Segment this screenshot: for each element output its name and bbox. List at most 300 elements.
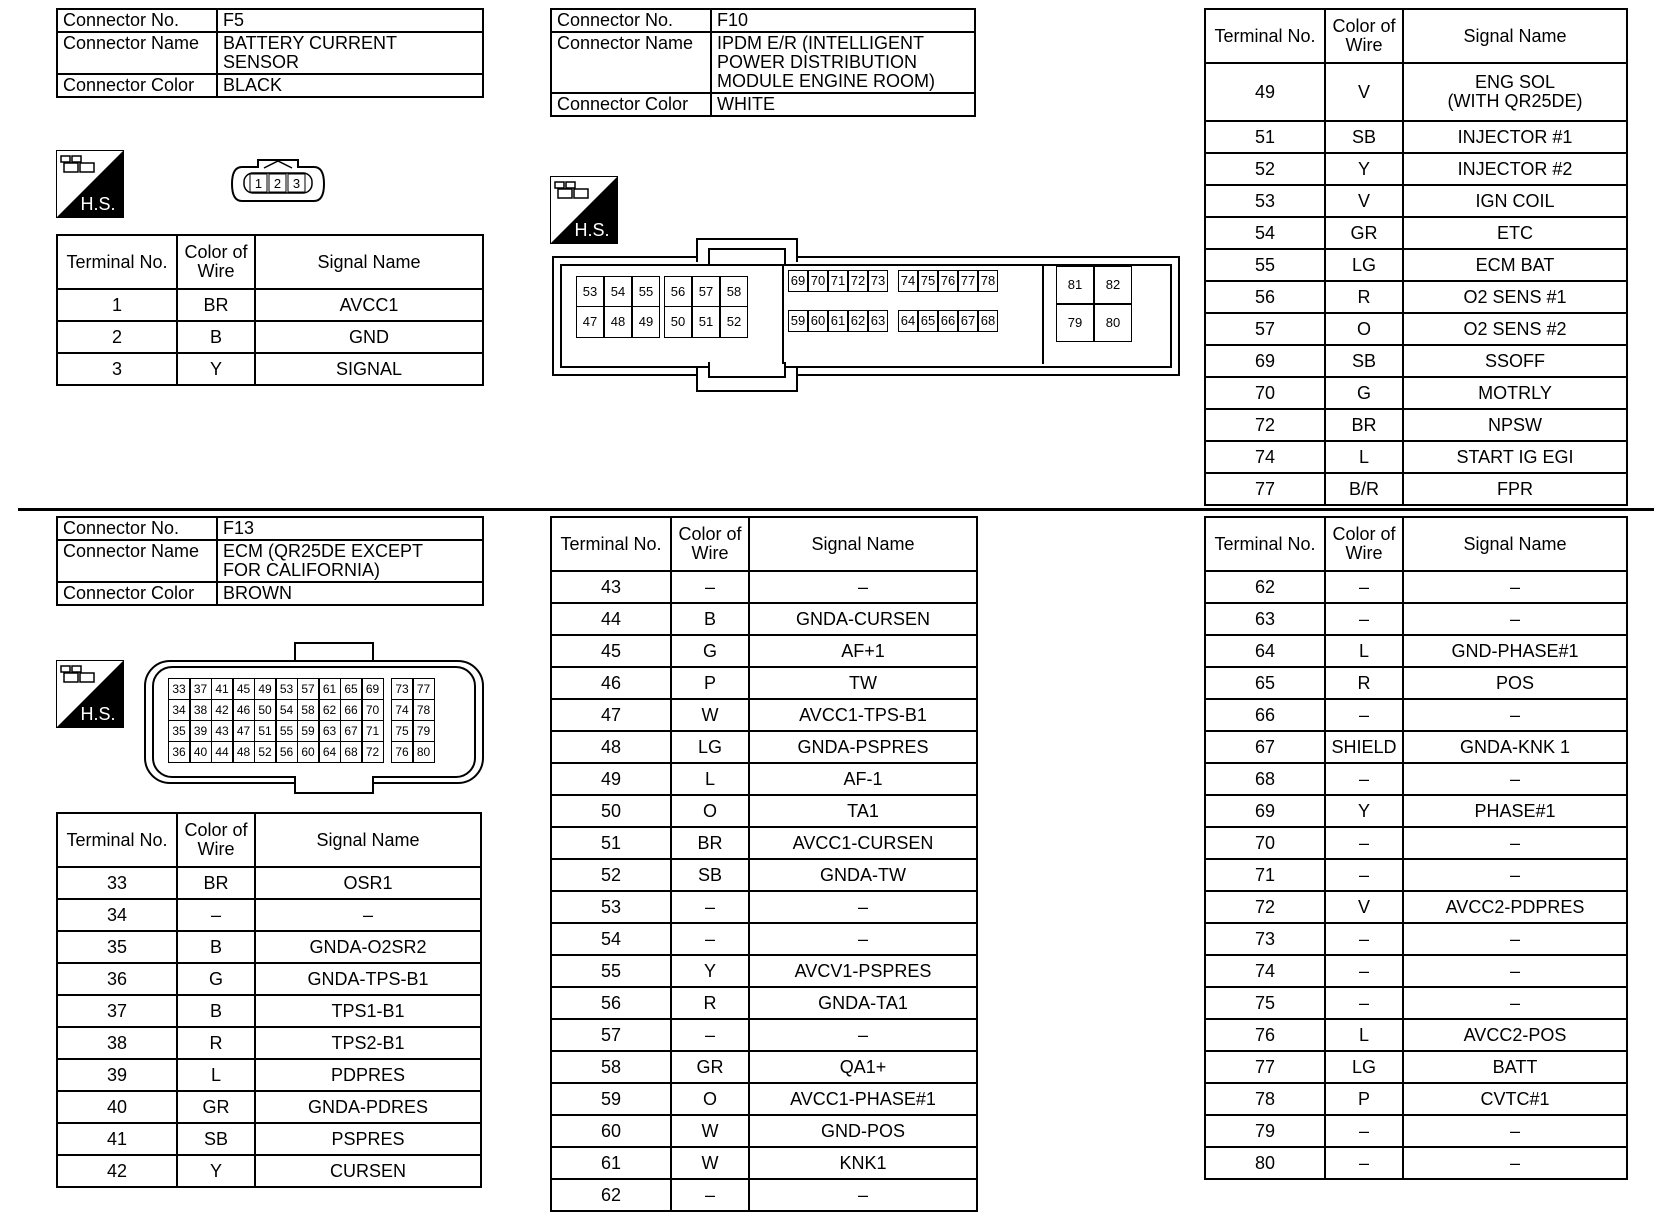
pin-cell: 60 (297, 741, 319, 763)
terminal-no: 71 (1205, 859, 1325, 891)
terminal-no: 34 (57, 899, 177, 931)
signal-name: INJECTOR #2 (1403, 153, 1627, 185)
table-row (1205, 571, 1627, 603)
info-row (57, 582, 483, 605)
wire-color: GR (1325, 217, 1403, 249)
terminal-no: 67 (1205, 731, 1325, 763)
terminal-no: 72 (1205, 891, 1325, 923)
f5-connector-face (230, 158, 326, 210)
terminal-no: 52 (1205, 153, 1325, 185)
table-row (1205, 1083, 1627, 1115)
pin-cell: 61 (319, 678, 341, 700)
terminal-no: 79 (1205, 1115, 1325, 1147)
wire-color: – (1325, 827, 1403, 859)
header-color: Color of Wire (1325, 517, 1403, 571)
pin-cell: 79 (1056, 304, 1094, 342)
terminal-no: 75 (1205, 987, 1325, 1019)
harness-side-icon (550, 176, 618, 244)
terminal-no: 57 (551, 1019, 671, 1051)
table-row (1205, 441, 1627, 473)
wire-color: V (1325, 63, 1403, 121)
info-value: F10 (711, 9, 975, 32)
signal-name: – (1403, 603, 1627, 635)
signal-name: START IG EGI (1403, 441, 1627, 473)
info-value: WHITE (711, 93, 975, 116)
pin-cell: 66 (340, 699, 362, 721)
terminal-no: 72 (1205, 409, 1325, 441)
pin-cell: 63 (319, 720, 341, 742)
table-row (1205, 1051, 1627, 1083)
signal-name: GND (255, 321, 483, 353)
terminal-no: 3 (57, 353, 177, 385)
wire-color: GR (177, 1091, 255, 1123)
wire-color: – (1325, 923, 1403, 955)
signal-name: – (1403, 571, 1627, 603)
signal-name: – (1403, 923, 1627, 955)
pin-cell: 77 (413, 678, 435, 700)
table-row (551, 763, 977, 795)
terminal-no: 37 (57, 995, 177, 1027)
terminal-no: 57 (1205, 313, 1325, 345)
signal-name: – (749, 571, 977, 603)
terminal-no: 63 (1205, 603, 1325, 635)
table-row (551, 1051, 977, 1083)
pin-cell: 33 (168, 678, 190, 700)
signal-name: AVCC1 (255, 289, 483, 321)
terminal-no: 38 (57, 1027, 177, 1059)
signal-name: IGN COIL (1403, 185, 1627, 217)
table-row (57, 931, 481, 963)
wire-color: SB (671, 859, 749, 891)
table-row (551, 1147, 977, 1179)
pin-cell: 68 (978, 310, 998, 332)
header-signal: Signal Name (749, 517, 977, 571)
info-value: ECM (QR25DE EXCEPT FOR CALIFORNIA) (217, 540, 483, 582)
pin-cell: 61 (828, 310, 848, 332)
wire-color: R (177, 1027, 255, 1059)
table-row (1205, 473, 1627, 505)
table-row (551, 1019, 977, 1051)
table-row (1205, 281, 1627, 313)
info-row (57, 517, 483, 540)
info-row (551, 32, 975, 93)
pin-cell: 75 (918, 270, 938, 292)
info-value: IPDM E/R (INTELLIGENT POWER DISTRIBUTION MODULE ENGINE ROOM) (711, 32, 975, 93)
terminal-no: 60 (551, 1115, 671, 1147)
signal-name: NPSW (1403, 409, 1627, 441)
signal-name: – (1403, 827, 1627, 859)
table-row (57, 867, 481, 899)
wire-color: O (671, 795, 749, 827)
info-key: Connector Name (57, 32, 217, 74)
wire-color: SB (177, 1123, 255, 1155)
signal-name: AVCC1-TPS-B1 (749, 699, 977, 731)
table-row (57, 1059, 481, 1091)
terminal-no: 55 (551, 955, 671, 987)
pin-cell: 70 (362, 699, 384, 721)
info-key: Connector No. (57, 9, 217, 32)
wire-color: B (671, 603, 749, 635)
table-row (551, 699, 977, 731)
wire-color: O (1325, 313, 1403, 345)
info-key: Connector Name (551, 32, 711, 93)
wire-color: BR (1325, 409, 1403, 441)
signal-name: – (255, 899, 481, 931)
pin-cell: 73 (391, 678, 413, 700)
wire-color: – (671, 923, 749, 955)
harness-side-icon (56, 660, 124, 728)
pin-cell: 80 (1094, 304, 1132, 342)
info-row (57, 32, 483, 74)
wire-color: Y (1325, 795, 1403, 827)
table-row (57, 353, 483, 385)
terminal-no: 66 (1205, 699, 1325, 731)
terminal-no: 74 (1205, 441, 1325, 473)
terminal-no: 43 (551, 571, 671, 603)
table-row (1205, 987, 1627, 1019)
pin-cell: 63 (868, 310, 888, 332)
hs-label: H.S. (574, 220, 610, 240)
pin-cell: 54 (604, 276, 632, 308)
pin-cell: 45 (233, 678, 255, 700)
wire-color: R (671, 987, 749, 1019)
table-row (551, 603, 977, 635)
f5-terminal-table (56, 234, 484, 386)
table-row (57, 963, 481, 995)
pin-cell: 81 (1056, 266, 1094, 304)
pin-cell: 76 (391, 741, 413, 763)
wire-color: – (1325, 603, 1403, 635)
terminal-no: 1 (57, 289, 177, 321)
wire-color: – (1325, 571, 1403, 603)
info-row (551, 93, 975, 116)
info-key: Connector No. (57, 517, 217, 540)
f13-connector-info (56, 516, 484, 606)
table-row (1205, 121, 1627, 153)
wire-color: L (671, 763, 749, 795)
pin-cell: 67 (958, 310, 978, 332)
wire-color: BR (671, 827, 749, 859)
terminal-no: 55 (1205, 249, 1325, 281)
pin-cell: 72 (362, 741, 384, 763)
signal-name: AVCC1-CURSEN (749, 827, 977, 859)
info-row (551, 9, 975, 32)
hs-label: H.S. (80, 194, 116, 214)
pin-cell: 64 (319, 741, 341, 763)
wire-color: L (1325, 441, 1403, 473)
table-row (551, 795, 977, 827)
signal-name: ECM BAT (1403, 249, 1627, 281)
terminal-no: 62 (551, 1179, 671, 1211)
table-row (57, 995, 481, 1027)
table-row (1205, 409, 1627, 441)
pin-cell: 77 (958, 270, 978, 292)
pin-cell: 73 (868, 270, 888, 292)
signal-name: GNDA-TA1 (749, 987, 977, 1019)
signal-name: FPR (1403, 473, 1627, 505)
signal-name: GND-PHASE#1 (1403, 635, 1627, 667)
signal-name: INJECTOR #1 (1403, 121, 1627, 153)
wire-color: – (1325, 859, 1403, 891)
f10-terminal-table (1204, 8, 1628, 506)
table-row (1205, 699, 1627, 731)
signal-name: – (1403, 955, 1627, 987)
table-row (551, 923, 977, 955)
terminal-no: 40 (57, 1091, 177, 1123)
table-row (1205, 603, 1627, 635)
terminal-no: 73 (1205, 923, 1325, 955)
pin-cell: 69 (788, 270, 808, 292)
terminal-no: 69 (1205, 345, 1325, 377)
wire-color: W (671, 1115, 749, 1147)
wire-color: R (1325, 281, 1403, 313)
f10-connector-info (550, 8, 976, 117)
pin-cell: 66 (938, 310, 958, 332)
wire-color: Y (177, 1155, 255, 1187)
signal-name: – (1403, 1147, 1627, 1179)
header-terminal: Terminal No. (57, 813, 177, 867)
pin-cell: 47 (576, 306, 604, 338)
signal-name: – (749, 891, 977, 923)
wire-color: LG (671, 731, 749, 763)
terminal-no: 51 (551, 827, 671, 859)
terminal-no: 46 (551, 667, 671, 699)
info-row (57, 74, 483, 97)
info-value: BROWN (217, 582, 483, 605)
signal-name: AF+1 (749, 635, 977, 667)
table-row (1205, 923, 1627, 955)
signal-name: – (749, 923, 977, 955)
signal-name: AVCC2-PDPRES (1403, 891, 1627, 923)
pin-cell: 59 (788, 310, 808, 332)
terminal-no: 61 (551, 1147, 671, 1179)
table-row (551, 1083, 977, 1115)
terminal-no: 70 (1205, 377, 1325, 409)
pin-cell: 80 (413, 741, 435, 763)
signal-name: – (1403, 859, 1627, 891)
f13-terminal-table-1 (56, 812, 482, 1188)
terminal-no: 76 (1205, 1019, 1325, 1051)
wire-color: G (671, 635, 749, 667)
wire-color: LG (1325, 1051, 1403, 1083)
f13-terminal-table-3 (1204, 516, 1628, 1180)
terminal-no: 62 (1205, 571, 1325, 603)
table-row (551, 1115, 977, 1147)
terminal-no: 48 (551, 731, 671, 763)
wire-color: P (671, 667, 749, 699)
terminal-no: 54 (1205, 217, 1325, 249)
pin-cell: 50 (254, 699, 276, 721)
wire-color: – (671, 891, 749, 923)
terminal-no: 45 (551, 635, 671, 667)
table-row (1205, 1147, 1627, 1179)
table-row (1205, 731, 1627, 763)
f10-connector-face (552, 238, 1180, 396)
terminal-no: 69 (1205, 795, 1325, 827)
header-signal: Signal Name (1403, 9, 1627, 63)
table-row (1205, 955, 1627, 987)
harness-side-icon (56, 150, 124, 218)
wire-color: L (1325, 635, 1403, 667)
pin-cell: 72 (848, 270, 868, 292)
wire-color: W (671, 699, 749, 731)
pin-cell: 49 (632, 306, 660, 338)
pin-cell: 56 (276, 741, 298, 763)
header-signal: Signal Name (255, 813, 481, 867)
signal-name: TPS1-B1 (255, 995, 481, 1027)
signal-name: O2 SENS #1 (1403, 281, 1627, 313)
pin-cell: 57 (692, 276, 720, 308)
signal-name: PDPRES (255, 1059, 481, 1091)
wire-color: V (1325, 185, 1403, 217)
table-row (551, 859, 977, 891)
terminal-no: 77 (1205, 473, 1325, 505)
pin-cell: 52 (720, 306, 748, 338)
pin-cell: 71 (362, 720, 384, 742)
wire-color: BR (177, 289, 255, 321)
wire-color: – (177, 899, 255, 931)
terminal-no: 39 (57, 1059, 177, 1091)
pin-cell: 46 (233, 699, 255, 721)
signal-name: SIGNAL (255, 353, 483, 385)
pin-cell: 64 (898, 310, 918, 332)
info-key: Connector Color (57, 582, 217, 605)
terminal-no: 59 (551, 1083, 671, 1115)
signal-name: CURSEN (255, 1155, 481, 1187)
pin-cell: 50 (664, 306, 692, 338)
pin-cell: 62 (319, 699, 341, 721)
terminal-no: 80 (1205, 1147, 1325, 1179)
pin-cell: 49 (254, 678, 276, 700)
terminal-no: 78 (1205, 1083, 1325, 1115)
table-row (1205, 635, 1627, 667)
signal-name: AVCC2-POS (1403, 1019, 1627, 1051)
pin-cell: 36 (168, 741, 190, 763)
pin-cell: 44 (211, 741, 233, 763)
signal-name: GNDA-PSPRES (749, 731, 977, 763)
header-color: Color of Wire (177, 813, 255, 867)
hs-label: H.S. (80, 704, 116, 724)
table-row (1205, 63, 1627, 121)
pin-cell: 71 (828, 270, 848, 292)
wire-color: R (1325, 667, 1403, 699)
pin-cell: 48 (604, 306, 632, 338)
pin-cell: 68 (340, 741, 362, 763)
signal-name: AVCV1-PSPRES (749, 955, 977, 987)
signal-name: QA1+ (749, 1051, 977, 1083)
pin-cell: 78 (978, 270, 998, 292)
wire-color: Y (177, 353, 255, 385)
table-row (551, 731, 977, 763)
table-row (1205, 345, 1627, 377)
pin-cell: 62 (848, 310, 868, 332)
f13-connector-face (144, 642, 484, 798)
wire-color: P (1325, 1083, 1403, 1115)
signal-name: TA1 (749, 795, 977, 827)
table-row (551, 667, 977, 699)
pin-cell: 65 (340, 678, 362, 700)
info-key: Connector Name (57, 540, 217, 582)
wire-color: B (177, 995, 255, 1027)
pin-label: 2 (273, 176, 282, 191)
table-row (57, 1123, 481, 1155)
table-row (1205, 667, 1627, 699)
wire-color: GR (671, 1051, 749, 1083)
pin-cell: 40 (190, 741, 212, 763)
table-row (1205, 185, 1627, 217)
terminal-no: 2 (57, 321, 177, 353)
table-row (57, 289, 483, 321)
wire-color: Y (671, 955, 749, 987)
table-row (551, 955, 977, 987)
table-row (551, 827, 977, 859)
terminal-no: 49 (551, 763, 671, 795)
signal-name: PHASE#1 (1403, 795, 1627, 827)
wire-color: B (177, 321, 255, 353)
info-row (57, 540, 483, 582)
table-row (1205, 891, 1627, 923)
signal-name: – (749, 1179, 977, 1211)
terminal-no: 44 (551, 603, 671, 635)
terminal-no: 53 (551, 891, 671, 923)
table-row (1205, 859, 1627, 891)
terminal-no: 50 (551, 795, 671, 827)
pin-cell: 55 (276, 720, 298, 742)
pin-cell: 69 (362, 678, 384, 700)
signal-name: TPS2-B1 (255, 1027, 481, 1059)
pin-cell: 52 (254, 741, 276, 763)
header-color: Color of Wire (671, 517, 749, 571)
pin-cell: 48 (233, 741, 255, 763)
pin-cell: 74 (898, 270, 918, 292)
wire-color: L (1325, 1019, 1403, 1051)
wire-color: Y (1325, 153, 1403, 185)
signal-name: AVCC1-PHASE#1 (749, 1083, 977, 1115)
signal-name: GNDA-TPS-B1 (255, 963, 481, 995)
table-row (1205, 217, 1627, 249)
pin-cell: 47 (233, 720, 255, 742)
pin-cell: 43 (211, 720, 233, 742)
header-terminal: Terminal No. (1205, 9, 1325, 63)
pin-cell: 42 (211, 699, 233, 721)
table-row (57, 321, 483, 353)
info-value: BLACK (217, 74, 483, 97)
terminal-no: 54 (551, 923, 671, 955)
table-row (57, 1091, 481, 1123)
signal-name: ETC (1403, 217, 1627, 249)
wire-color: BR (177, 867, 255, 899)
signal-name: AF-1 (749, 763, 977, 795)
pin-cell: 56 (664, 276, 692, 308)
info-value: BATTERY CURRENT SENSOR (217, 32, 483, 74)
terminal-no: 33 (57, 867, 177, 899)
wire-color: LG (1325, 249, 1403, 281)
table-row (1205, 1019, 1627, 1051)
pin-cell: 53 (576, 276, 604, 308)
signal-name: GNDA-TW (749, 859, 977, 891)
signal-name: GND-POS (749, 1115, 977, 1147)
wire-color: – (1325, 1115, 1403, 1147)
table-row (1205, 313, 1627, 345)
table-row (1205, 377, 1627, 409)
pin-label: 1 (254, 176, 263, 191)
terminal-no: 56 (551, 987, 671, 1019)
wire-color: – (1325, 699, 1403, 731)
header-signal: Signal Name (255, 235, 483, 289)
header-color: Color of Wire (177, 235, 255, 289)
wire-color: L (177, 1059, 255, 1091)
header-color: Color of Wire (1325, 9, 1403, 63)
